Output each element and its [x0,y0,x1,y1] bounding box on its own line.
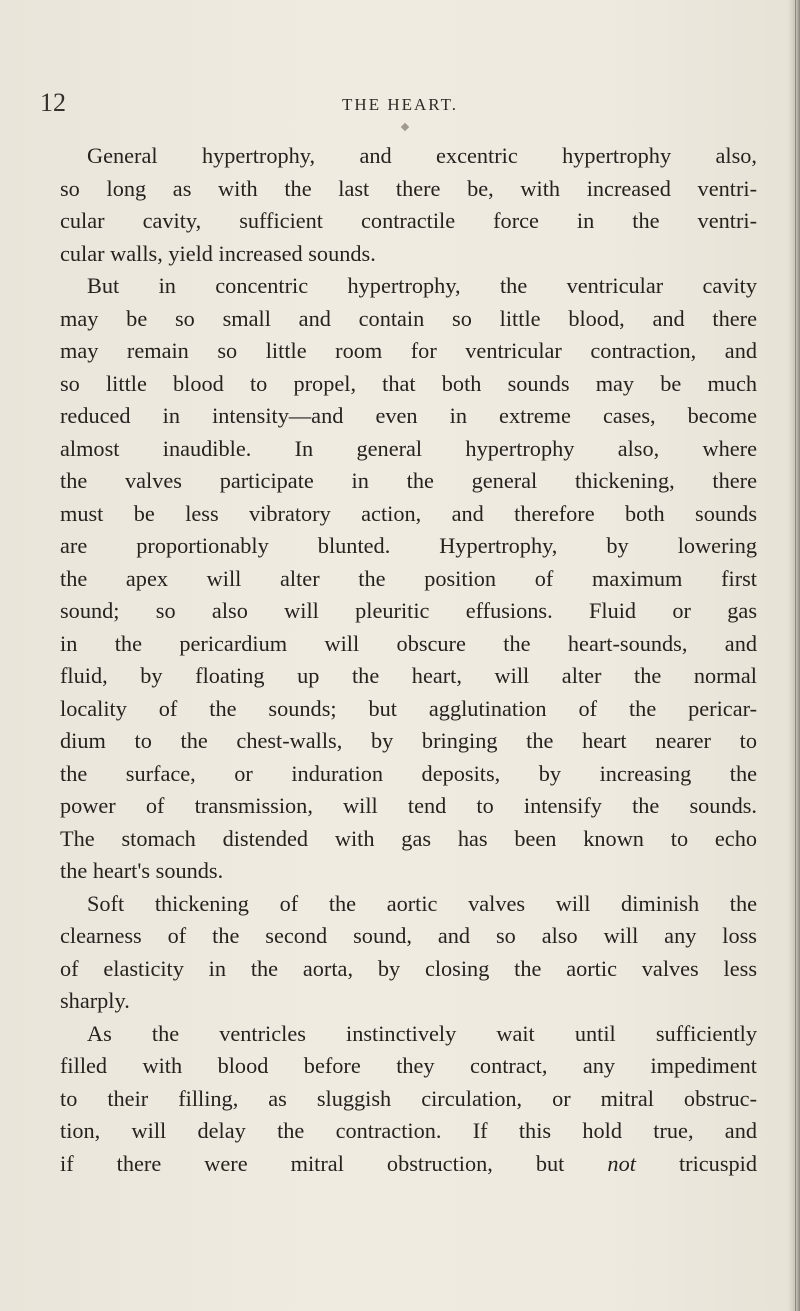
text-line: dium to the chest-walls, by bringing the heart nearer to [60,728,757,753]
text-line: in the pericardium will obscure the heart-sounds, and [60,630,757,656]
page-edge-shadow [788,0,800,1311]
page-number: 12 [40,88,66,117]
printer-mark [401,123,409,131]
text-line: cular cavity, sufficient contractile force in the ventri- [60,208,757,233]
body-text [60,140,757,1180]
text-line: must be less vibratory action, and therefore both sounds [60,500,757,526]
text-line: power of transmission, will tend to intensify the sounds. [60,793,757,818]
text-line: clearness of the second sound, and so also will any loss [60,923,757,948]
text-line: Soft thickening of the aortic valves will diminish the [87,890,757,916]
text-line: fluid, by floating up the heart, will alter the normal [60,663,757,688]
text-line: the surface, or induration deposits, by increasing the [60,760,757,786]
text-line: reduced in intensity—and even in extreme cases, become [60,403,757,428]
text-line: the apex will alter the position of maximum first [60,565,757,591]
final-line-italic: not [607,1150,636,1176]
text-line: the valves participate in the general thickening, there [60,468,757,493]
text-line: of elasticity in the aorta, by closing the aortic valves less [60,955,757,981]
page-edge-line [795,0,796,1311]
text-line: so long as with the last there be, with increased ventri- [60,175,757,201]
text-line: cular walls, yield increased sounds. [60,240,376,266]
page-header [40,88,760,124]
text-line: may remain so little room for ventricular contraction, and [60,338,757,363]
text-line-final [60,1148,757,1181]
text-line: But in concentric hypertrophy, the ventricular cavity [87,273,757,298]
text-line: The stomach distended with gas has been known to echo [60,825,757,851]
text-line: are proportionably blunted. Hypertrophy, by lowering [60,533,757,558]
text-line: tion, will delay the contraction. If this hold true, and [60,1118,757,1143]
text-line: almost inaudible. In general hypertrophy also, where [60,435,757,461]
text-line: General hypertrophy, and excentric hypertrophy also, [87,143,757,168]
text-line: sharply. [60,988,130,1013]
text-line: so little blood to propel, that both sounds may be much [60,370,757,396]
running-title: THE HEART. [342,95,458,114]
text-line: the heart's sounds. [60,858,224,883]
final-line-after: tricuspid [678,1150,757,1176]
text-line: As the ventricles instinctively wait until sufficiently [87,1020,757,1046]
text-line: to their filling, as sluggish circulation, or mitral obstruc- [60,1085,757,1111]
text-line: may be so small and contain so little blood, and there [60,305,757,331]
text-line: locality of the sounds; but agglutination of the pericar- [60,695,757,721]
final-line-before: if there were mitral obstruction, but [60,1150,565,1176]
text-line: sound; so also will pleuritic effusions. Fluid or gas [60,598,757,623]
text-line: filled with blood before they contract, any impediment [60,1053,757,1078]
